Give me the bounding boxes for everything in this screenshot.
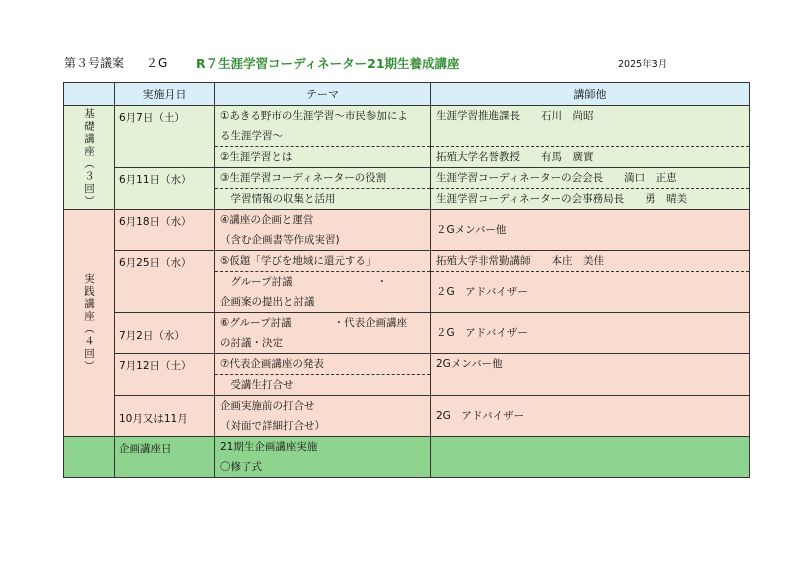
row-date: 6月11日（水）	[115, 168, 215, 210]
row-lecturer	[431, 251, 750, 313]
row-theme	[215, 313, 431, 354]
lecturer-line: 2G アドバイザー	[436, 410, 525, 422]
row-date: 企画講座日	[115, 437, 215, 478]
section-label-text: 実践講座（４回）	[83, 273, 95, 373]
row-theme	[215, 251, 431, 313]
theme-line: ①あきる野市の生涯学習～市民参加によ	[220, 110, 408, 122]
theme-line: ③生涯学習コーディネーターの役割	[220, 172, 387, 184]
section-label-blank	[64, 437, 115, 478]
theme-line: 企画実施前の打合せ	[220, 400, 315, 412]
row-lecturer	[431, 210, 750, 251]
row-theme	[215, 396, 431, 437]
row-lecturer	[431, 313, 750, 354]
theme-line: （含む企画書等作成実習)	[220, 234, 340, 246]
theme-line: ②生涯学習とは	[215, 146, 430, 167]
table-row	[64, 354, 750, 396]
section-label-basic	[64, 106, 115, 210]
table-row	[64, 168, 750, 210]
row-date: 6月25日（水）	[115, 251, 215, 313]
header-blank	[64, 83, 115, 106]
lecturer-line: 2Gメンバー他	[436, 358, 503, 370]
theme-line: ⑤仮題「学びを地域に還元する」	[220, 255, 377, 267]
theme-line: グループ討議 ・	[215, 271, 430, 292]
table-row	[64, 210, 750, 251]
lecturer-line	[431, 437, 749, 457]
group-label: ２G	[146, 56, 168, 70]
theme-line: 21期生企画講座実施	[220, 441, 318, 453]
row-lecturer	[431, 168, 750, 210]
row-date: 6月7日（土）	[115, 106, 215, 168]
row-lecturer	[431, 354, 750, 396]
row-date: 7月2日（水）	[115, 313, 215, 354]
lecturer-line: ２G アドバイザー	[436, 327, 528, 339]
lecturer-line: 生涯学習推進課長 石川 尚昭	[436, 110, 594, 122]
lecturer-line: 拓殖大学非常勤講師 本庄 美佳	[436, 255, 604, 267]
header-lecturer: 講師他	[431, 83, 750, 106]
section-label-text: 基礎講座（３回）	[83, 107, 95, 208]
table-row	[64, 106, 750, 168]
row-date: 6月18日（水）	[115, 210, 215, 251]
table-row	[64, 251, 750, 313]
schedule-table	[63, 82, 750, 478]
row-date: 10月又は11月	[115, 396, 215, 437]
lecturer-line: 生涯学習コーディネーターの会会長 満口 正恵	[436, 172, 677, 184]
theme-line: （対面で詳細打合せ）	[220, 420, 325, 432]
theme-line: ⑥グループ討議 ・代表企画講座	[220, 317, 408, 329]
row-lecturer	[431, 106, 750, 168]
theme-line: 〇修了式	[220, 461, 262, 473]
lecturer-line	[431, 126, 749, 146]
table-row	[64, 396, 750, 437]
theme-line: る生涯学習～	[220, 130, 283, 142]
table-row	[64, 313, 750, 354]
document-code: 第３号議案	[64, 56, 125, 70]
row-lecturer	[431, 396, 750, 437]
row-theme	[215, 437, 431, 478]
theme-line: ④講座の企画と運営	[220, 214, 314, 226]
table-row	[64, 437, 750, 478]
theme-line: 学習情報の収集と活用	[215, 188, 430, 209]
lecturer-line: 拓殖大学名誉教授 有馬 廣實	[431, 146, 749, 167]
row-theme	[215, 210, 431, 251]
lecturer-line: ２Gメンバー他	[436, 224, 507, 236]
row-theme	[215, 168, 431, 210]
section-label-practice	[64, 210, 115, 437]
header-theme: テーマ	[215, 83, 431, 106]
header-date: 実施月日	[115, 83, 215, 106]
lecturer-line: 生涯学習コーディネーターの会事務局長 勇 晴美	[431, 188, 749, 209]
theme-line: の討議・決定	[220, 337, 283, 349]
document-date: 2025年3月	[618, 59, 668, 70]
theme-line: ⑦代表企画講座の発表	[220, 358, 324, 370]
lecturer-line: ２G アドバイザー	[431, 271, 749, 312]
row-theme	[215, 354, 431, 396]
document-title: R７生涯学習コーディネーター21期生養成講座	[196, 56, 460, 71]
row-lecturer	[431, 437, 750, 478]
theme-line: 受講生打合せ	[215, 374, 430, 395]
row-date: 7月12日（土）	[115, 354, 215, 396]
row-theme	[215, 106, 431, 168]
table-header-row	[64, 83, 750, 106]
theme-line: 企画案の提出と討議	[220, 296, 315, 308]
